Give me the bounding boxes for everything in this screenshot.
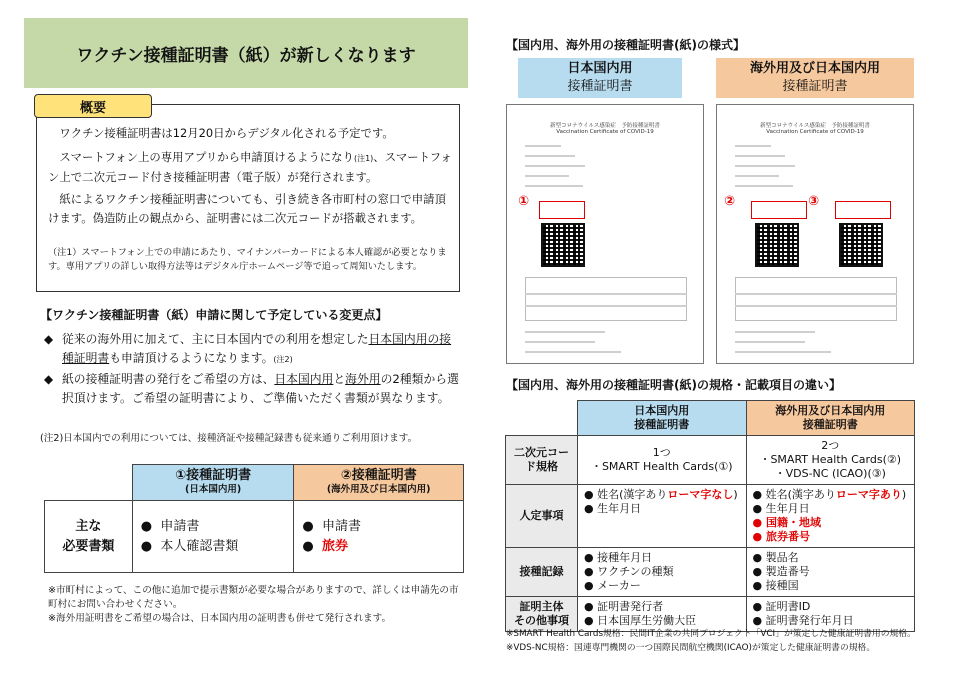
overseas-identity: ● 姓名(漢字ありローマ字あり) ● 生年月日 ● 国籍・地域 ● 旅券番号 <box>746 485 915 548</box>
overview-paragraph-2: スマートフォン上の専用アプリから申請頂けるようになり(注1)、スマートフォン上で二次元コード付き接種証明書（電子版）が発行されます。 <box>48 150 452 184</box>
row-label-issuer: 証明主体 その他事項 <box>506 597 578 632</box>
marker-1: ① <box>518 194 530 209</box>
domestic-identity: ● 姓名(漢字ありローマ字なし) ● 生年月日 <box>578 485 747 548</box>
shc-qr-highlight <box>751 201 807 219</box>
row-label-required-docs: 主な 必要書類 <box>45 501 133 573</box>
col-overseas-header: ②接種証明書 (海外用及び日本国内用) <box>294 465 464 501</box>
marker-3: ③ <box>808 194 820 209</box>
page-title: ワクチン接種証明書（紙）が新しくなります <box>24 18 468 88</box>
marker-2: ② <box>724 194 736 209</box>
change-bullet-1: ◆ 従来の海外用に加えて、主に日本国内での利用を想定した日本国内用の接種証明書も申請頂けるようになります。(注2) <box>44 332 452 365</box>
changes-heading: 【ワクチン接種証明書（紙）申請に関して予定している変更点】 <box>40 308 388 322</box>
vds-footnote: ※VDS-NC規格：国連専門機関の一つ国際民間航空機関(ICAO)が策定した健康証明書の規格。 <box>506 643 876 653</box>
note-2: (注2)日本国内での利用については、接種済証や接種記録書も従来通りご利用頂けます。 <box>40 433 418 444</box>
record-mini-table <box>525 277 687 321</box>
col-domestic-header: ①接種証明書 (日本国内用) <box>132 465 294 501</box>
record-mini-table <box>735 277 897 321</box>
overview-paragraph-3: 紙によるワクチン接種証明書についても、引き続き各市町村の窓口で申請頂けます。偽造防止の観点から、証明書には二次元コードが搭載されます。 <box>48 192 446 225</box>
format-heading: 【国内用、海外用の接種証明書(紙)の様式】 <box>506 38 745 52</box>
overview-paragraph-1: ワクチン接種証明書は12月20日からデジタル化される予定です。 <box>59 126 394 140</box>
spec-overseas-header: 海外用及び日本国内用 接種証明書 <box>746 401 915 436</box>
qr-code-icon <box>541 223 585 267</box>
row-label-vaccination-record: 接種記録 <box>506 548 578 597</box>
qr-code-icon <box>839 223 883 267</box>
domestic-issuer: ● 証明書発行者 ● 日本国厚生労働大臣 <box>578 597 747 632</box>
domestic-qr-highlight <box>539 201 585 219</box>
overseas-record: ● 製品名 ● 製造番号 ● 接種国 <box>746 548 915 597</box>
overseas-issuer: ● 証明書ID ● 証明書発行年月日 <box>746 597 915 632</box>
label-domestic: 日本国内用 接種証明書 <box>518 58 682 98</box>
footnote-1: ※市町村によって、この他に追加で提示書類が必要な場合がありますので、詳しくは申請先の市町村にお問い合わせください。 <box>48 585 459 610</box>
domestic-record: ● 接種年月日 ● ワクチンの種類 ● メーカー <box>578 548 747 597</box>
spec-comparison-table <box>505 400 915 632</box>
shc-footnote: ※SMART Health Cards規格：民間IT企業の共同プロジェクト「VCI」が策定した健康証明書用の規格。 <box>506 629 916 639</box>
footnote-2: ※海外用証明書をご希望の場合は、日本国内用の証明書も併せて発行されます。 <box>48 613 392 624</box>
overseas-docs: ● 申請書 ● 旅券 <box>294 501 464 573</box>
diamond-bullet-icon: ◆ <box>44 332 54 346</box>
change-bullet-2: ◆ 紙の接種証明書の発行をご希望の方は、日本国内用と海外用の2種類から選択頂けます。ご希望の証明書により、ご準備いただく書類が異なります。 <box>44 372 459 405</box>
vds-qr-highlight <box>835 201 891 219</box>
spec-heading: 【国内用、海外用の接種証明書(紙)の規格・記載項目の違い】 <box>506 378 841 392</box>
overview-tag: 概要 <box>34 94 152 118</box>
domestic-certificate-sample: 新型コロナウイルス感染症 予防接種証明書 Vaccination Certificate of COVID-19 <box>506 104 704 364</box>
required-documents-table <box>44 464 464 573</box>
domestic-qr-spec: 1つ ・SMART Health Cards(①) <box>578 436 747 485</box>
overseas-qr-spec: 2つ ・SMART Health Cards(②) ・VDS-NC (ICAO)(③) <box>746 436 915 485</box>
diamond-bullet-icon: ◆ <box>44 372 54 386</box>
domestic-docs: ● 申請書 ● 本人確認書類 <box>132 501 294 573</box>
overseas-certificate-sample: 新型コロナウイルス感染症 予防接種証明書 Vaccination Certificate of COVID-19 <box>716 104 914 364</box>
spec-domestic-header: 日本国内用 接種証明書 <box>578 401 747 436</box>
overview-note-1: （注1）スマートフォン上での申請にあたり、マイナンバーカードによる本人確認が必要となります。専用アプリの詳しい取得方法等はデジタル庁ホームページ等で追って周知いたします。 <box>48 247 447 272</box>
label-overseas: 海外用及び日本国内用 接種証明書 <box>716 58 914 98</box>
qr-code-icon <box>755 223 799 267</box>
row-label-qr-spec: 二次元コード規格 <box>506 436 578 485</box>
row-label-identity: 人定事項 <box>506 485 578 548</box>
